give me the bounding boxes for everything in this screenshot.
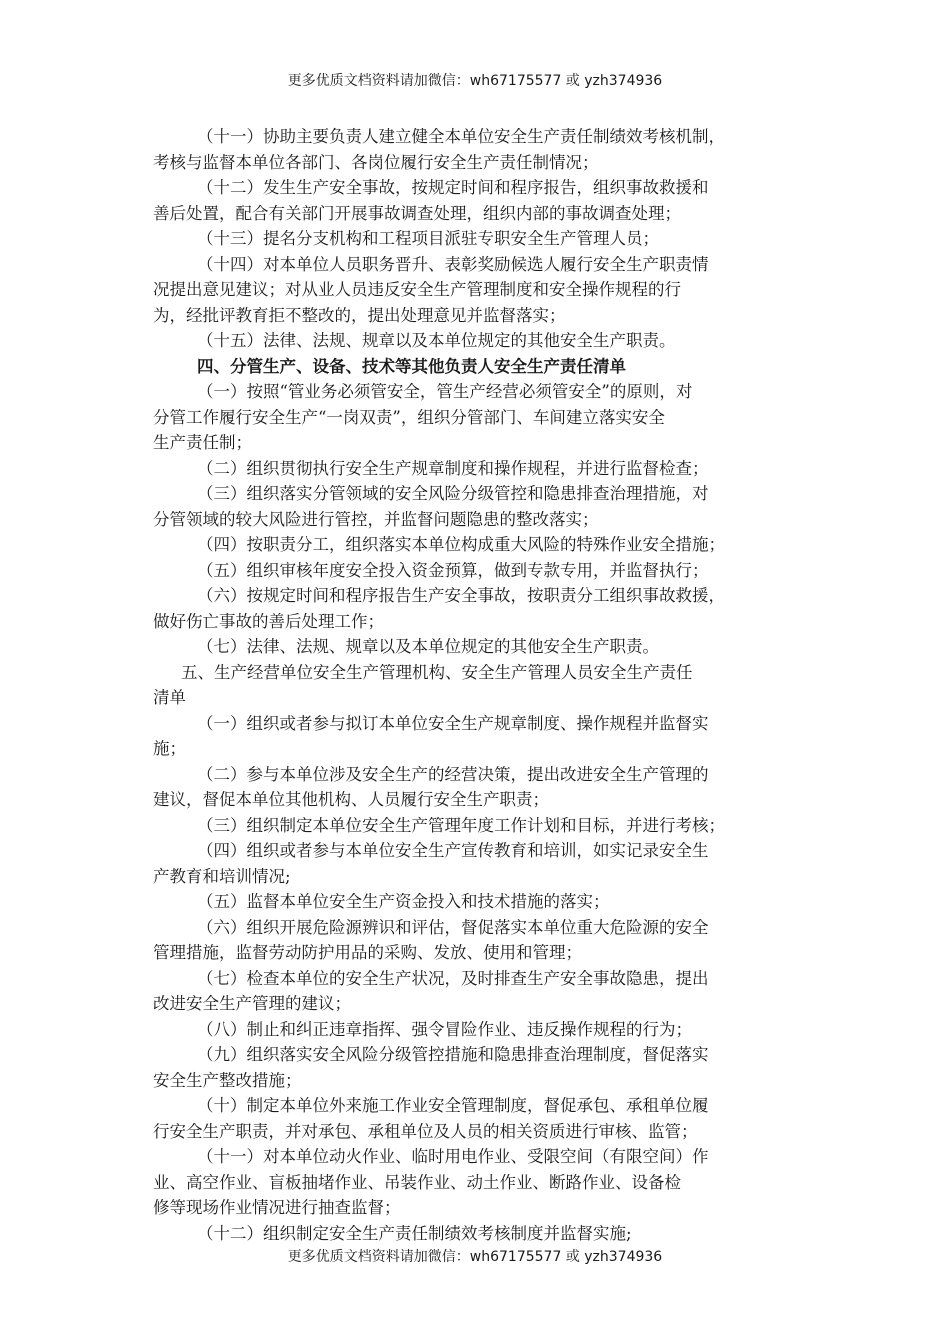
page-footer-note: 更多优质文档资料请加微信：wh67175577 或 yzh374936 <box>287 1249 663 1265</box>
paragraph-line: （三）组织落实分管领域的安全风险分级管控和隐患排查治理措施，对 <box>197 484 709 503</box>
paragraph-line: 分管工作履行安全生产“一岗双责”，组织分管部门、车间建立落实安全 <box>153 407 665 427</box>
paragraph-line: （一）按照“管业务必须管安全，管生产经营必须管安全”的原则，对 <box>197 382 693 401</box>
paragraph-line: 改进安全生产管理的建议； <box>153 994 351 1013</box>
paragraph-line: 为，经批评教育拒不整改的，提出处理意见并监督落实； <box>153 305 566 325</box>
section-heading-5: 五、生产经营单位安全生产管理机构、安全生产管理人员安全生产责任 <box>181 662 693 682</box>
paragraph-line: 管理措施，监督劳动防护用品的采购、发放、使用和管理； <box>153 943 582 962</box>
paragraph-line: 建议，督促本单位其他机构、人员履行安全生产职责； <box>153 790 549 809</box>
paragraph-line: （十四）对本单位人员职务晋升、表彰奖励候选人履行安全生产职责情 <box>197 254 709 274</box>
paragraph-line: （一）组织或者参与拟订本单位安全生产规章制度、操作规程并监督实 <box>197 713 709 733</box>
paragraph-line: 考核与监督本单位各部门、各岗位履行安全生产责任制情况； <box>153 152 599 172</box>
paragraph-line: （五）组织审核年度安全投入资金预算，做到专款专用，并监督执行； <box>197 560 709 580</box>
paragraph-line: （十一）对本单位动火作业、临时用电作业、受限空间（有限空间）作 <box>197 1147 709 1166</box>
paragraph-line: 善后处置，配合有关部门开展事故调查处理，组织内部的事故调查处理； <box>153 203 681 223</box>
paragraph-line: 做好伤亡事故的善后处理工作； <box>153 611 384 631</box>
paragraph-line: （十三）提名分支机构和工程项目派驻专职安全生产管理人员； <box>197 229 659 248</box>
paragraph-line: （八）制止和纠正违章指挥、强令冒险作业、违反操作规程的行为； <box>197 1019 692 1039</box>
paragraph-line: 业、高空作业、盲板抽堵作业、吊装作业、动土作业、断路作业、设备检 <box>153 1172 681 1192</box>
paragraph-line: （十一）协助主要负责人建立健全本单位安全生产责任制绩效考核机制， <box>197 127 725 146</box>
section-heading-4: 四、分管生产、设备、技术等其他负责人安全生产责任清单 <box>197 356 626 376</box>
page-header-note: 更多优质文档资料请加微信：wh67175577 或 yzh374936 <box>287 73 663 89</box>
paragraph-line: （十二）发生生产安全事故，按规定时间和程序报告，组织事故救援和 <box>197 178 709 197</box>
paragraph-line: （四）按职责分工，组织落实本单位构成重大风险的特殊作业安全措施； <box>197 535 725 554</box>
paragraph-line: 安全生产整改措施； <box>153 1070 302 1090</box>
paragraph-line: （二）组织贯彻执行安全生产规章制度和操作规程，并进行监督检查； <box>197 458 709 478</box>
paragraph-line: （六）组织开展危险源辨识和评估，督促落实本单位重大危险源的安全 <box>197 917 709 937</box>
paragraph-line: （十）制定本单位外来施工作业安全管理制度，督促承包、承租单位履 <box>197 1096 709 1115</box>
paragraph-line: （六）按规定时间和程序报告生产安全事故，按职责分工组织事故救援， <box>197 586 725 605</box>
paragraph-line: （七）法律、法规、规章以及本单位规定的其他安全生产职责。 <box>197 637 659 656</box>
paragraph-line: 生产责任制； <box>153 433 252 452</box>
paragraph-line: 修等现场作业情况进行抽查监督； <box>153 1198 401 1217</box>
paragraph-line: 产教育和培训情况; <box>153 866 291 886</box>
paragraph-line: 分管领域的较大风险进行管控，并监督问题隐患的整改落实； <box>153 509 599 529</box>
paragraph-line: （九）组织落实安全风险分级管控措施和隐患排查治理制度，督促落实 <box>197 1045 709 1064</box>
paragraph-line: 况提出意见建议；对从业人员违反安全生产管理制度和安全操作规程的行 <box>153 280 681 299</box>
section-heading-5-cont: 清单 <box>153 688 186 707</box>
paragraph-line: （七）检查本单位的安全生产状况，及时排查生产安全事故隐患，提出 <box>197 968 709 988</box>
paragraph-line: （五）监督本单位安全生产资金投入和技术措施的落实； <box>197 892 610 911</box>
paragraph-line: （三）组织制定本单位安全生产管理年度工作计划和目标，并进行考核； <box>197 815 725 835</box>
paragraph-line: （十五）法律、法规、规章以及本单位规定的其他安全生产职责。 <box>197 331 676 350</box>
document-body <box>153 124 803 1246</box>
paragraph-line: （二）参与本单位涉及安全生产的经营决策，提出改进安全生产管理的 <box>197 764 709 784</box>
paragraph-line: （四）组织或者参与本单位安全生产宣传教育和培训，如实记录安全生 <box>197 841 709 860</box>
paragraph-line: 施； <box>153 739 186 758</box>
paragraph-line: （十二）组织制定安全生产责任制绩效考核制度并监督实施; <box>197 1223 632 1243</box>
paragraph-line: 行安全生产职责，并对承包、承租单位及人员的相关资质进行审核、监管； <box>153 1121 698 1141</box>
